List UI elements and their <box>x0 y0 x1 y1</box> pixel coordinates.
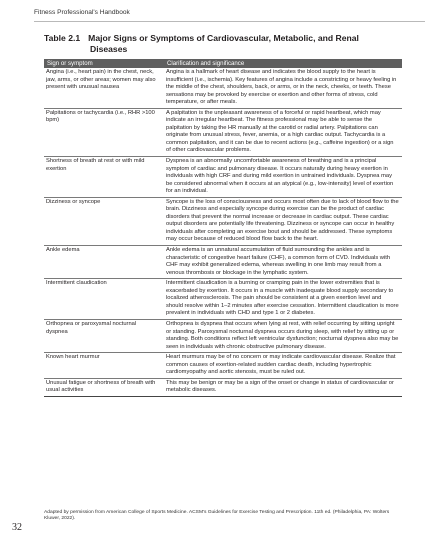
table-row <box>44 353 402 379</box>
symptom-cell: Angina (i.e., heart pain) in the chest, neck, jaw, arms, or other areas; women may also present with unusual nausea <box>44 68 164 108</box>
table-title: Major Signs or Symptoms of Cardiovascular, Metabolic, and Renal <box>88 33 359 43</box>
table-row <box>44 108 402 156</box>
table-row <box>44 378 402 396</box>
page-number: 32 <box>12 522 22 533</box>
table-number: Table 2.1 <box>44 33 81 43</box>
running-head: Fitness Professional's Handbook <box>34 9 130 16</box>
clarification-cell: Dyspnea is an abnormally uncomfortable awareness of breathing and is a principal symptom of cardiac and pulmonary disease. It occurs naturally during heavy exertion in individuals with high CRF and during mild exertion in untrained individuals. Dyspnea may be considered abnormal when it occurs at an atypical (e.g., low-intensity) level of exertion for an individual. <box>164 157 402 198</box>
symptom-cell: Dizziness or syncope <box>44 197 164 245</box>
table-header-row <box>44 59 402 68</box>
symptom-cell: Shortness of breath at rest or with mild exertion <box>44 157 164 198</box>
clarification-cell: Syncope is the loss of consciousness and occurs most often due to lack of blood flow to the brain. Dizziness and especially syncope during exercise can be the product of cardiac disorders that prevent the normal increase or decrease in cardiac output. These cardiac output disorders are potentially life threatening. Dizziness or syncope can occur in healthy individuals after completing an exercise bout and should be addressed. These symptoms may occur because of reduced blood flow back to the heart. <box>164 197 402 245</box>
clarification-cell: Angina is a hallmark of heart disease and indicates the blood supply to the heart is insufficient (i.e., ischemia). Key features of angina include a constricting or heavy feeling in the middle of the chest, shoulders, back, or arms, or in the neck, cheeks, or teeth. These sensations may be provoked by exercise or exertion and other forms of stress, cold temperature, or after meals. <box>164 68 402 108</box>
table-row <box>44 246 402 279</box>
table-row <box>44 157 402 198</box>
signs-symptoms-table <box>44 59 402 397</box>
table-row <box>44 319 402 352</box>
table-title-continued: Diseases <box>90 44 128 54</box>
symptom-cell: Unusual fatigue or shortness of breath with usual activities <box>44 378 164 396</box>
table-caption <box>44 33 404 55</box>
clarification-cell: This may be benign or may be a sign of the onset or change in status of cardiovascular or metabolic diseases. <box>164 378 402 396</box>
column-header-symptom: Sign or symptom <box>44 59 164 68</box>
symptom-cell: Ankle edema <box>44 246 164 279</box>
clarification-cell: Orthopnea is dyspnea that occurs when lying at rest, with relief occurring by sitting upright or standing. Paroxysmal nocturnal dyspnea occurs during sleep, with relief by sitting up or standing. Both conditions reflect left ventricular dysfunction; nocturnal dyspnea also may be seen in individuals with chronic obstructive pulmonary disease. <box>164 319 402 352</box>
symptom-cell: Intermittent claudication <box>44 279 164 320</box>
header-divider <box>34 21 425 22</box>
symptom-cell: Palpitations or tachycardia (i.e., RHR >100 bpm) <box>44 108 164 156</box>
table-row <box>44 279 402 320</box>
clarification-cell: Ankle edema is an unnatural accumulation of fluid surrounding the ankles and is characteristic of congestive heart failure (CHF), a common form of CVD. Individuals with CHF may exhibit generalized edema, whereas swelling in one limb may result from a venous thrombosis or blockage in the lymphatic system. <box>164 246 402 279</box>
table-row <box>44 197 402 245</box>
symptom-cell: Known heart murmur <box>44 353 164 379</box>
symptom-cell: Orthopnea or paroxysmal nocturnal dyspnea <box>44 319 164 352</box>
clarification-cell: Heart murmurs may be of no concern or may indicate cardiovascular disease. Realize that common causes of exertion-related sudden cardiac death, including hypertrophic cardiomyopathy and aortic stenosis, must be ruled out. <box>164 353 402 379</box>
clarification-cell: Intermittent claudication is a burning or cramping pain in the lower extremities that is exacerbated by exertion. It occurs in a muscle with inadequate blood supply secondary to localized atherosclerosis. The pain should be consistent at a given exertion level and should resolve within 1–2 minutes after exercise cessation. Intermittent claudication is more prevalent in individuals with CHD and type 1 or 2 diabetes. <box>164 279 402 320</box>
clarification-cell: A palpitation is the unpleasant awareness of a forceful or rapid heartbeat, which may indicate an irregular heartbeat. The fitness professional may be able to sense the palpitation by taking the HR manually at the carotid or radial artery. Palpitations can originate from unusual stress, fever, anemia, or a high cardiac output. Tachycardia is a common palpitation, and it can be due to recent actions (e.g., caffeine ingestion) or a sign of other cardiovascular problems. <box>164 108 402 156</box>
column-header-clarification: Clarification and significance <box>164 59 402 68</box>
table-source-note: Adapted by permission from American College of Sports Medicine. ACSM's Guidelines for Exercise Testing and Prescription. 11th ed. (Philadelphia, PA: Wolters Kluwer, 2022). <box>44 510 390 522</box>
table-row <box>44 68 402 108</box>
